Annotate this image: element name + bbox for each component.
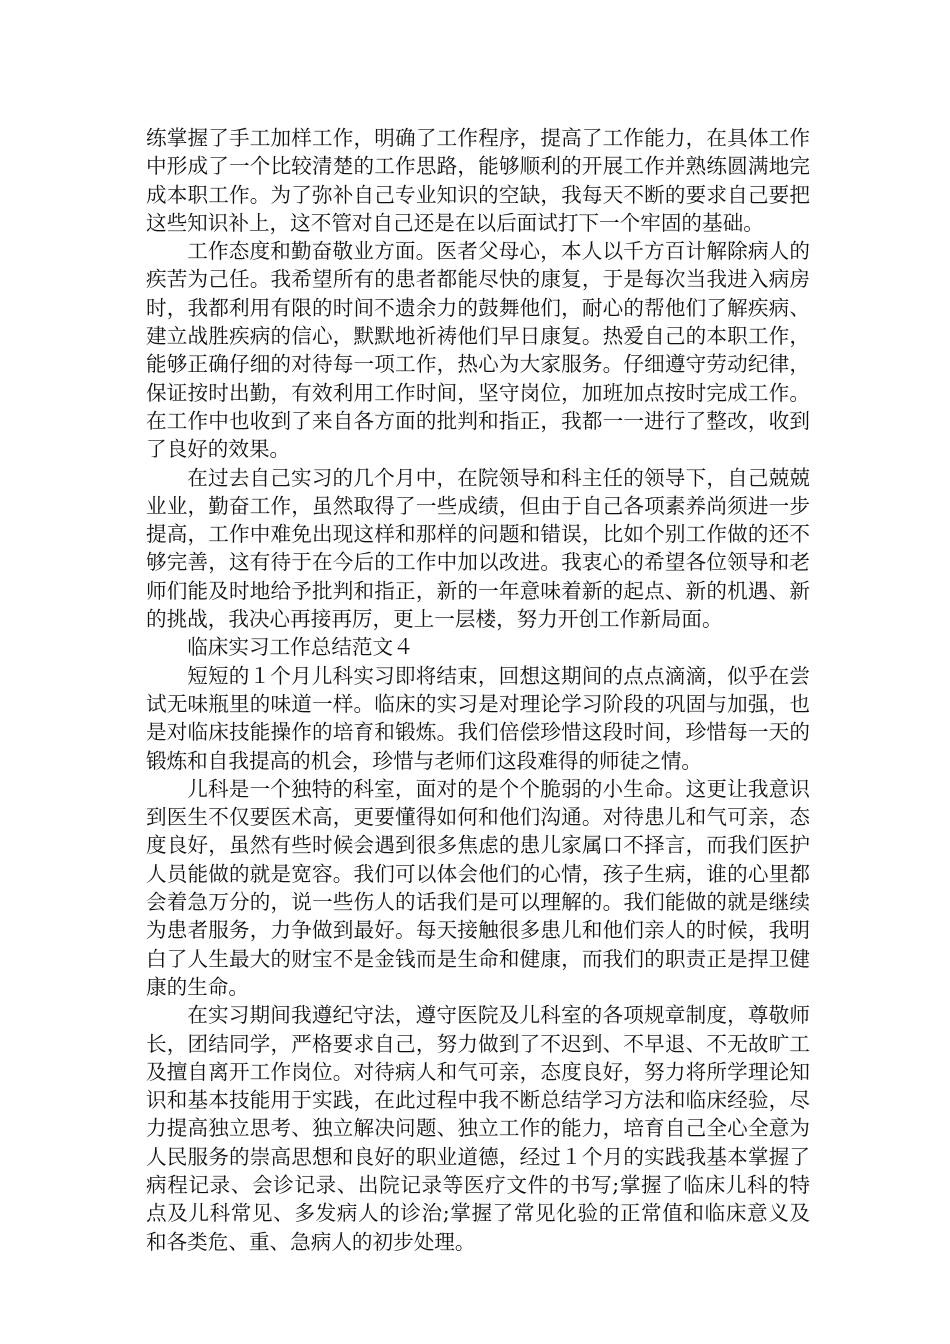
paragraph-internship-summary: 在过去自己实习的几个月中，在院领导和科主任的领导下，自己兢兢业业，勤奋工作，虽然取得了一些成绩，但由于自己各项素养尚须进一步提高，工作中难免出现这样和那样的问题和错误，比如个别工作做的还不够完善，这有待于在今后的工作中加以改进。我衷心的希望各位领导和老师们能及时地给予批判和指正，新的一年意味着新的起点、新的机遇、新的挑战，我决心再接再厉，更上一层楼，努力开创工作新局面。 <box>146 465 810 632</box>
paragraph-work-attitude: 工作态度和勤奋敬业方面。医者父母心，本人以千方百计解除病人的疾苦为己任。我希望所有的患者都能尽快的康复，于是每次当我进入病房时，我都利用有限的时间不遗余力的鼓舞他们，耐心的帮他们了解疾病、建立战胜疾病的信心，默默地祈祷他们早日康复。热爱自己的本职工作，能够正确仔细的对待每一项工作，热心为大家服务。仔细遵守劳动纪律，保证按时出勤，有效利用工作时间，坚守岗位，加班加点按时完成工作。在工作中也收到了来自各方面的批判和指正，我都一一进行了整改，收到了良好的效果。 <box>146 239 810 462</box>
paragraph-pediatrics-department: 儿科是一个独特的科室，面对的是个个脆弱的小生命。这更让我意识到医生不仅要医术高，更要懂得如何和他们沟通。对待患儿和气可亲，态度良好，虽然有些时候会遇到很多焦虑的患儿家属口不择言，而我们医护人员能做的就是宽容。我们可以体会他们的心情，孩子生病，谁的心里都会着急万分的，说一些伤人的话我们是可以理解的。我们能做的就是继续为患者服务，力争做到最好。每天接触很多患儿和他们亲人的时候，我明白了人生最大的财宝不是金钱而是生命和健康，而我们的职责正是捍卫健康的生命。 <box>146 776 810 999</box>
paragraph-discipline: 在实习期间我遵纪守法，遵守医院及儿科室的各项规章制度，尊敬师长，团结同学，严格要求自己，努力做到了不迟到、不早退、不无故旷工及擅自离开工作岗位。对待病人和气可亲，态度良好，努力将所学理论知识和基本技能用于实践，在此过程中我不断总结学习方法和临床经验，尽力提高独立思考、独立解决问题、独立工作的能力，培育自己全心全意为人民服务的崇高思想和良好的职业道德，经过１个月的实践我基本掌握了病程记录、会诊记录、出院记录等医疗文件的书写;掌握了临床儿科的特点及儿科常见、多发病人的诊治;掌握了常见化验的正常值和临床意义及和各类危、重、急病人的初步处理。 <box>146 1003 810 1254</box>
document-body <box>146 124 810 1256</box>
paragraph-pediatrics-intro: 短短的１个月儿科实习即将结束，回想这期间的点点滴滴，似乎在尝试无味瓶里的味道一样。临床的实习是对理论学习阶段的巩固与加强，也是对临床技能操作的培育和锻炼。我们倍偿珍惜这段时间，珍惜每一天的锻炼和自我提高的机会，珍惜与老师们这段难得的师徒之情。 <box>146 663 810 773</box>
section-heading: 临床实习工作总结范文４ <box>187 635 414 660</box>
paragraph-continuation: 练掌握了手工加样工作，明确了工作程序，提高了工作能力，在具体工作中形成了一个比较清楚的工作思路，能够顺利的开展工作并熟练圆满地完成本职工作。为了弥补自己专业知识的空缺，我每天不断的要求自己要把这些知识补上，这不管对自己还是在以后面试打下一个牢固的基础。 <box>146 126 810 235</box>
